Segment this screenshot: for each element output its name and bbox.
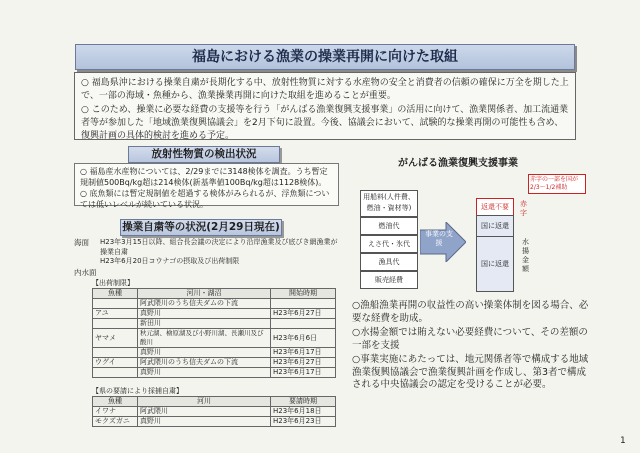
cell-river: 阿武隈川 bbox=[138, 407, 271, 417]
page-number: 1 bbox=[620, 436, 626, 446]
sea-text-line: H23年6月20日コウナゴの摂取及び出荷制限 bbox=[100, 257, 240, 265]
cell-start: H23年6月17日 bbox=[271, 348, 336, 358]
cell-fish bbox=[93, 299, 138, 309]
cell-fish: イワナ bbox=[93, 407, 138, 417]
cell-river: 真野川 bbox=[138, 348, 271, 358]
request-label: 【県の要請により採捕自粛】 bbox=[92, 387, 183, 395]
status-heading: 操業自粛等の状況(2月29日現在) bbox=[120, 219, 282, 236]
cell-start: H23年6月27日 bbox=[271, 358, 336, 368]
support-arrow-label: 事業の支援 bbox=[425, 230, 453, 247]
box-return-bottom: 国に返還 bbox=[476, 236, 514, 292]
request-table bbox=[92, 396, 336, 427]
cell-river: 新田川 bbox=[138, 319, 271, 329]
col-start: 要請時期 bbox=[271, 397, 336, 407]
support-items bbox=[360, 190, 418, 289]
support-heading: がんばる漁業復興支援事業 bbox=[398, 158, 518, 169]
condition-item: ○事業実施にあたっては、地元関係者等で構成する地域漁業復興協議会で漁業復興計画を作成し、第3者で構成される中央協議会の認定を受けることが必要。 bbox=[352, 354, 589, 390]
table-row bbox=[93, 417, 336, 427]
table-row bbox=[93, 309, 336, 319]
cell-fish: アユ bbox=[93, 309, 138, 319]
cell-start: H23年6月27日 bbox=[271, 309, 336, 319]
side-red-label: 赤字 bbox=[520, 200, 527, 217]
sea-text-line: H23年3月15日以降、組合長会議の決定により沿岸漁業及び底びき網漁業が操業自粛 bbox=[100, 238, 338, 256]
table-header bbox=[93, 397, 336, 407]
table-header bbox=[93, 289, 336, 299]
cell-start: H23年6月23日 bbox=[271, 417, 336, 427]
cell-river: 真野川 bbox=[138, 417, 271, 427]
restriction-table bbox=[92, 288, 336, 378]
table-row bbox=[93, 348, 336, 358]
cell-river: 秋元湖、檜原湖及び小野川湖、長瀬川及び酸川 bbox=[138, 329, 271, 348]
intro-paragraph: ○ このため、操業に必要な経費の支援等を行う「がんばる漁業復興支援事業」の活用に向けて、漁業関係者、加工流通業者等が参加した「地域漁業復興協議会」を2月下旬に設置。今後、協議会において、試験的な操業再開の可能性も含め、復興計画の具体的検討を進める予定。 bbox=[81, 105, 569, 141]
radiation-heading: 放射性物質の検出状況 bbox=[128, 146, 280, 163]
cell-start: H23年6月17日 bbox=[271, 368, 336, 378]
cell-fish bbox=[93, 368, 138, 378]
cell-fish: モクズガニ bbox=[93, 417, 138, 427]
cell-fish bbox=[93, 348, 138, 358]
support-item: 燃油代 bbox=[360, 217, 418, 235]
box-no-return: 返還不要 bbox=[476, 198, 514, 216]
support-item: えさ代・氷代 bbox=[360, 235, 418, 253]
box-return-mid: 国に返還 bbox=[476, 215, 514, 237]
cell-start bbox=[271, 319, 336, 329]
table-row bbox=[93, 299, 336, 309]
col-river: 河川 bbox=[138, 397, 271, 407]
cell-fish: ヤマメ bbox=[93, 329, 138, 348]
table-row bbox=[93, 368, 336, 378]
radiation-item: ○ 底魚類には暫定規制値を超過する検体がみられるが、浮魚類については低いレベルが続いている状況。 bbox=[80, 189, 330, 209]
cell-fish bbox=[93, 319, 138, 329]
col-fish: 魚種 bbox=[93, 397, 138, 407]
table-row bbox=[93, 358, 336, 368]
cell-river: 阿武隈川のうち信夫ダムの下流 bbox=[138, 358, 271, 368]
support-note: 赤字の一部を国が2/3～1/2補助 bbox=[528, 174, 586, 194]
support-item: 漁具代 bbox=[360, 253, 418, 271]
cell-river: 阿武隈川のうち信夫ダムの下流 bbox=[138, 299, 271, 309]
support-item: 販売経費 bbox=[360, 271, 418, 289]
radiation-box bbox=[74, 163, 339, 209]
page-title: 福島における漁業の操業再開に向けた取組 bbox=[75, 44, 575, 70]
condition-item: ○漁船漁業再開の収益性の高い操業体制を図る場合、必要な経費を助成。 bbox=[352, 300, 589, 324]
cell-river: 真野川 bbox=[138, 368, 271, 378]
radiation-item: ○ 福島産水産物については、2/29までに3148検体を調査。うち暫定規制値500Bq/kg超は214検体(新基準値100Bq/kg超は1128検体)。 bbox=[80, 167, 328, 187]
col-river: 河川・湖沼 bbox=[138, 289, 271, 299]
sea-text bbox=[100, 238, 340, 267]
sea-label: 海面 bbox=[74, 238, 89, 247]
condition-item: ○水揚金額では賄えない必要経費について、その差額の一部を支援 bbox=[352, 327, 588, 351]
support-item: 用船料(人件費、燃油・資材等) bbox=[360, 190, 418, 217]
cell-start: H23年6月6日 bbox=[271, 329, 336, 348]
table-row bbox=[93, 319, 336, 329]
intro-box bbox=[74, 72, 576, 140]
cell-start: H23年6月18日 bbox=[271, 407, 336, 417]
cell-fish: ウグイ bbox=[93, 358, 138, 368]
inland-label: 内水面 bbox=[74, 268, 97, 277]
cell-river: 真野川 bbox=[138, 309, 271, 319]
table-row bbox=[93, 329, 336, 348]
side-water-label: 水揚金額 bbox=[522, 238, 529, 273]
cell-start bbox=[271, 299, 336, 309]
ship-restrict-label: 【出荷制限】 bbox=[92, 279, 134, 287]
intro-paragraph: ○ 福島県沖における操業自粛が長期化する中、放射性物質に対する水産物の安全と消費者の信頼の確保に万全を期した上で、一部の海域・魚種から、漁業操業再開に向けた取組を進めることが重要。 bbox=[81, 78, 569, 101]
table-row bbox=[93, 407, 336, 417]
col-start: 開始時期 bbox=[271, 289, 336, 299]
conditions-list bbox=[352, 300, 590, 392]
col-fish: 魚種 bbox=[93, 289, 138, 299]
